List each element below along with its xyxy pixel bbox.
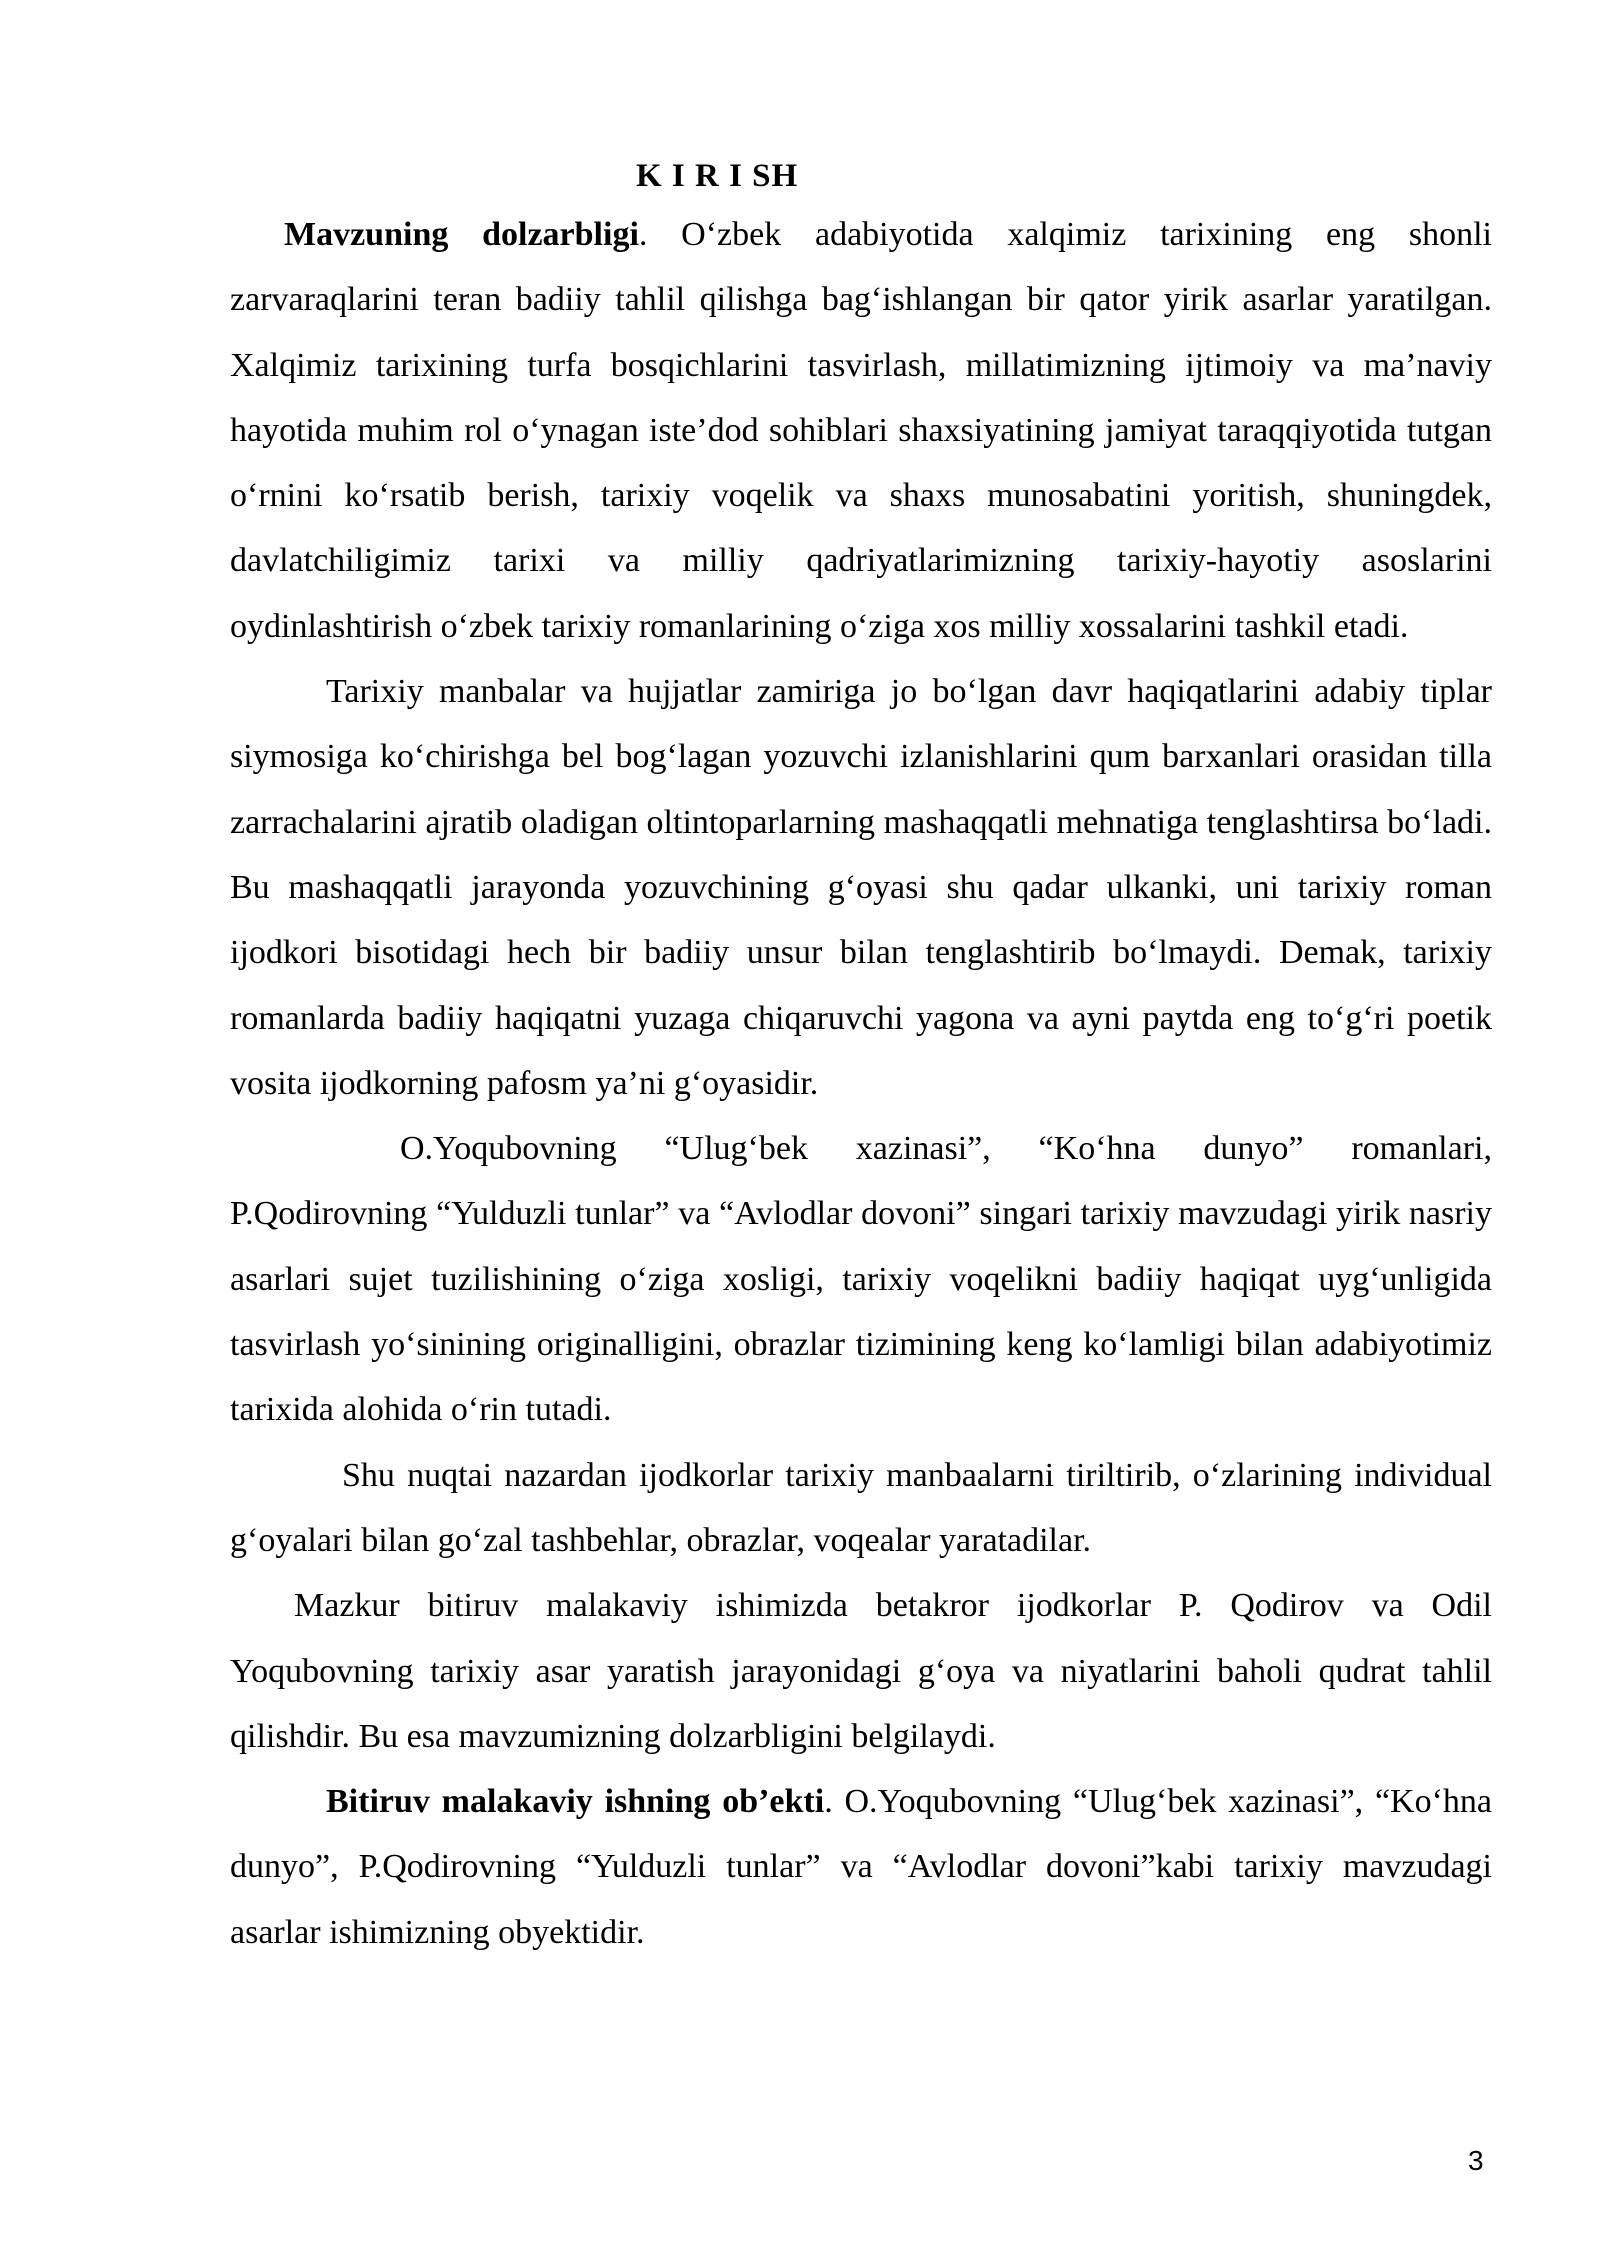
paragraph-text: Mazkur bitiruv malakaviy ishimizda betakror ijodkorlar P. Qodirov va Odil Yoqubovning tarixiy asar yaratish jarayonidagi g‘oya va niyatlarini baholi qudrat tahlil qilishdir. Bu esa mavzumizning dolzarbligini belgilaydi. bbox=[230, 1587, 1492, 1755]
paragraph-text: O.Yoqubovning “Ulug‘bek xazinasi”, “Ko‘hna dunyo” romanlari, P.Qodirovning “Yulduzli tunlar” va “Avlodlar dovoni” singari tarixiy mavzudagi yirik nasriy asarlari sujet tuzilishining o‘ziga xosligi, tarixiy voqelikni badiiy haqiqat uyg‘unligida tasvirlash yo‘sinining originalligini, obrazlar tizimining keng ko‘lamligi bilan adabiyotimiz tarixida alohida o‘rin tutadi. bbox=[230, 1130, 1492, 1429]
paragraph-text: . O‘zbek adabiyotida xalqimiz tarixining eng shonli zarvaraqlarini teran badiiy tahlil qilishga bag‘ishlangan bir qator yirik asarlar yaratilgan. Xalqimiz tarixining turfa bosqichlarini tasvirlash, millatimizning ijtimoiy va ma’naviy hayotida muhim rol o‘ynagan iste’dod sohiblari shaxsiyatining jamiyat taraqqiyotida tutgan o‘rnini ko‘rsatib berish, tarixiy voqelik va shaxs munosabatini yoritish, shuningdek, davlatchiligimiz tarixi va milliy qadriyatlarimizning tarixiy-hayotiy asoslarini oydinlashtirish o‘zbek tarixiy romanlarining o‘ziga xos milliy xossalarini tashkil etadi. bbox=[230, 216, 1492, 645]
paragraph-thesis-goal bbox=[230, 1573, 1492, 1769]
page-number: 3 bbox=[1468, 2145, 1484, 2176]
paragraph-heading-relevance: Mavzuning dolzarbligi bbox=[284, 216, 639, 253]
paragraph-text: Shu nuqtai nazardan ijodkorlar tarixiy manbaalarni tiriltirib, o‘zlarining individual g‘oyalari bilan go‘zal tashbehlar, obrazlar, voqealar yaratadilar. bbox=[230, 1456, 1492, 1559]
paragraph-novels bbox=[230, 1116, 1492, 1442]
page-title: K I R I SH bbox=[636, 158, 799, 194]
paragraph-viewpoint bbox=[230, 1443, 1492, 1574]
paragraph-object bbox=[230, 1769, 1492, 1965]
paragraph-relevance bbox=[230, 202, 1492, 659]
paragraph-text: . O.Yoqubovning “Ulug‘bek xazinasi”, “Ko‘hna dunyo”, P.Qodirovning “Yulduzli tunlar” va “Avlodlar dovoni”kabi tarixiy mavzudagi asarlar ishimizning obyektidir. bbox=[230, 1783, 1493, 1951]
paragraph-historical-sources bbox=[230, 659, 1492, 1116]
paragraph-text: Tarixiy manbalar va hujjatlar zamiriga jo bo‘lgan davr haqiqatlarini adabiy tiplar siymosiga ko‘chirishga bel bog‘lagan yozuvchi izlanishlarini qum barxanlari orasidan tilla zarrachalarini ajratib oladigan oltintoparlarning mashaqqatli mehnatiga tenglashtirsa bo‘ladi. Bu mashaqqatli jarayonda yozuvchining g‘oyasi shu qadar ulkanki, uni tarixiy roman ijodkori bisotidagi hech bir badiiy unsur bilan tenglashtirib bo‘lmaydi. Demak, tarixiy romanlarda badiiy haqiqatni yuzaga chiqaruvchi yagona va ayni paytda eng to‘g‘ri poetik vosita ijodkorning pafosm ya’ni g‘oyasidir. bbox=[230, 673, 1492, 1102]
document-body bbox=[230, 150, 1492, 1965]
paragraph-heading-object: Bitiruv malakaviy ishning ob’ekti bbox=[326, 1783, 825, 1821]
